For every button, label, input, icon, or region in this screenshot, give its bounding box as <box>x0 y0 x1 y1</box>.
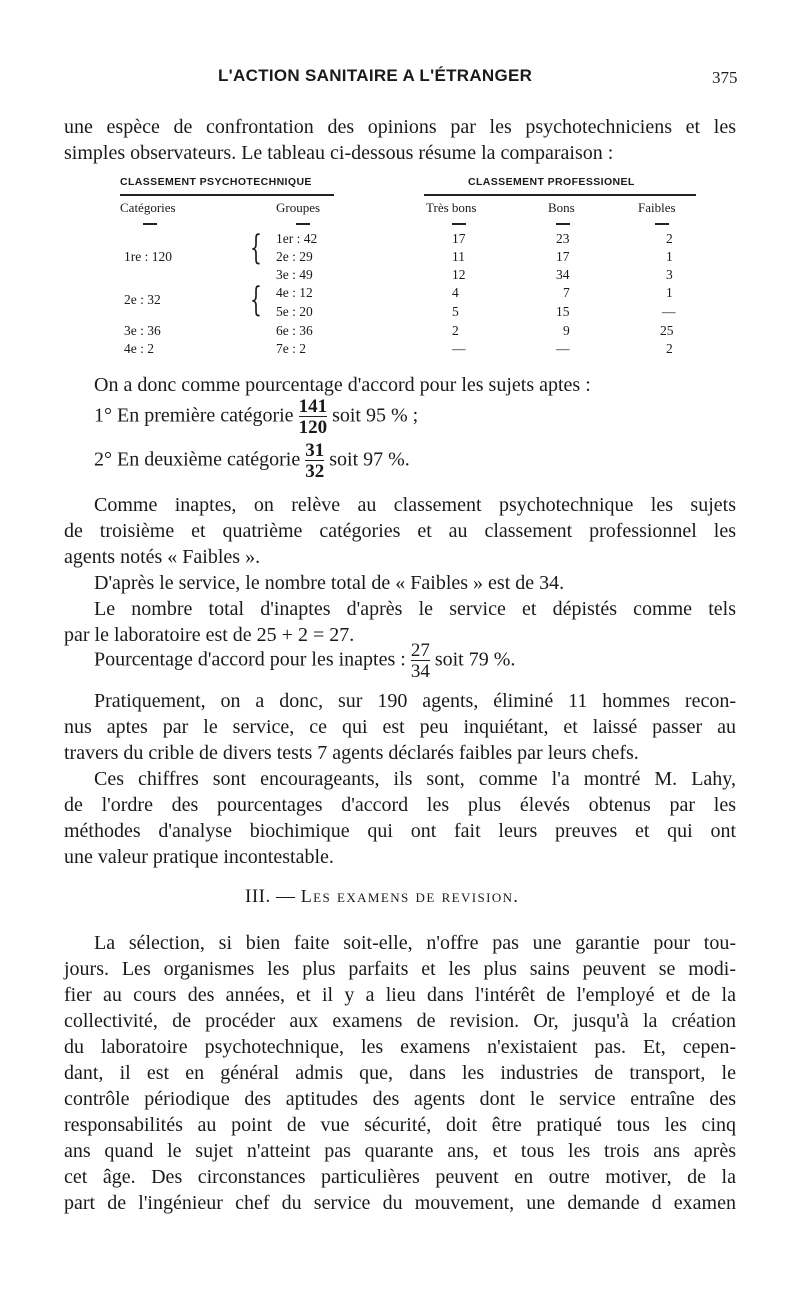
table-group-rule-right <box>424 194 696 196</box>
paragraph-line: méthodes d'analyse biochimique qui ont fait leurs preuves et qui ont <box>64 820 736 842</box>
table-col-groupes: Groupes <box>276 200 321 215</box>
paragraph-line: Comme inaptes, on relève au classement psychotechnique les sujets <box>94 494 736 516</box>
paragraph-line: collectivité, de procéder aux examens de revision. Or, jusqu'à la création <box>64 1010 736 1032</box>
brace-cat-2: { <box>250 280 262 320</box>
section-title: Les examens de revision. <box>300 886 520 906</box>
table-category: 3e : 36 <box>124 323 161 338</box>
table-category: 4e : 2 <box>124 341 154 356</box>
paragraph-line: part de l'ingénieur chef du service du mouvement, une demande d examen <box>64 1192 736 1214</box>
result-item-1: 1° En première catégorie $\frac{141}{120}$ soit 95 % ; <box>94 396 419 438</box>
paragraph-line: une valeur pratique incontestable. <box>64 846 334 868</box>
intro-line-1: une espèce de confrontation des opinions par les psychotechniciens et les <box>64 116 736 138</box>
table-col-bons: Bons <box>548 200 575 215</box>
table-category: 1re : 120 <box>124 249 172 264</box>
paragraph-line: fier au cours des années, et il y a lieu dans l'intérêt de l'employé et de la <box>64 984 736 1006</box>
paragraph-line: cet âge. Des circonstances particulières peuvent en outre motiver, de la <box>64 1166 736 1188</box>
fraction: $\frac{31}{32}$ <box>305 440 325 482</box>
paragraph-line: de troisième et quatrième catégories et au classement professionnel les <box>64 520 736 542</box>
page-number: 375 <box>712 68 738 87</box>
paragraph-line: La sélection, si bien faite soit-elle, n'offre pas une garantie pour tou- <box>94 932 736 954</box>
result-item-2: 2° En deuxième catégorie $\frac{31}{32}$ soit 97 %. <box>94 440 410 482</box>
paragraph-line: travers du crible de divers tests 7 agents déclarés faibles par leurs chefs. <box>64 742 639 764</box>
brace-cat-1: { <box>250 228 262 268</box>
paragraph-line: du laboratoire psychotechnique, les examens n'existaient pas. Et, cepen- <box>64 1036 736 1058</box>
table-col-tres-bons: Très bons <box>426 200 477 215</box>
paragraph-line: de l'ordre des pourcentages d'accord les plus élevés obtenus par les <box>64 794 736 816</box>
table-category: 2e : 32 <box>124 292 161 307</box>
paragraph-line: agents notés « Faibles ». <box>64 546 261 568</box>
paragraph-line: dant, il est en général admis que, dans les industries de transport, le <box>64 1062 736 1084</box>
results-lead: On a donc comme pourcentage d'accord pour les sujets aptes : <box>94 374 591 396</box>
table-col-categories: Catégories <box>120 200 176 215</box>
table-col-faibles: Faibles <box>638 200 676 215</box>
paragraph-line: Ces chiffres sont encourageants, ils sont, comme l'a montré M. Lahy, <box>94 768 736 790</box>
section-number: III. — <box>245 886 296 907</box>
table-group-rule-left <box>120 194 334 196</box>
paragraph-line: responsabilités au point de vue sécurité, doit être pratiqué tous les cinq <box>64 1114 736 1136</box>
fraction: $\frac{27}{34}$ <box>410 640 430 682</box>
table-group-professionel: CLASSEMENT PROFESSIONEL <box>468 176 635 188</box>
paragraph-line: ans quand le sujet n'atteint pas quarante ans, et tous les trois ans après <box>64 1140 736 1162</box>
paragraph-line: Pratiquement, on a donc, sur 190 agents, éliminé 11 hommes recon- <box>94 690 736 712</box>
paragraph-line: par le laboratoire est de 25 + 2 = 27. <box>64 624 355 646</box>
paragraph-service: D'après le service, le nombre total de « Faibles » est de 34. <box>94 572 565 594</box>
paragraph-line: jours. Les organismes les plus parfaits et les plus sains peuvent se modi- <box>64 958 736 980</box>
table-group-psychotechnique: CLASSEMENT PSYCHOTECHNIQUE <box>120 176 312 188</box>
paragraph-line: contrôle périodique des aptitudes des agents dont le service entraîne des <box>64 1088 736 1110</box>
fraction: $\frac{141}{120}$ <box>298 396 328 438</box>
section-heading <box>245 886 519 908</box>
paragraph-line: Le nombre total d'inaptes d'après le service et dépistés comme tels <box>94 598 736 620</box>
paragraph-line: nus aptes par le service, ce qui est peu inquiétant, et laissé passer au <box>64 716 736 738</box>
running-title: L'ACTION SANITAIRE A L'ÉTRANGER <box>218 66 533 85</box>
intro-line-2: simples observateurs. Le tableau ci-dessous résume la comparaison : <box>64 142 614 164</box>
paragraph-pourcentage: Pourcentage d'accord pour les inaptes : $\frac{27}{34}$ soit 79 %. <box>94 640 516 682</box>
